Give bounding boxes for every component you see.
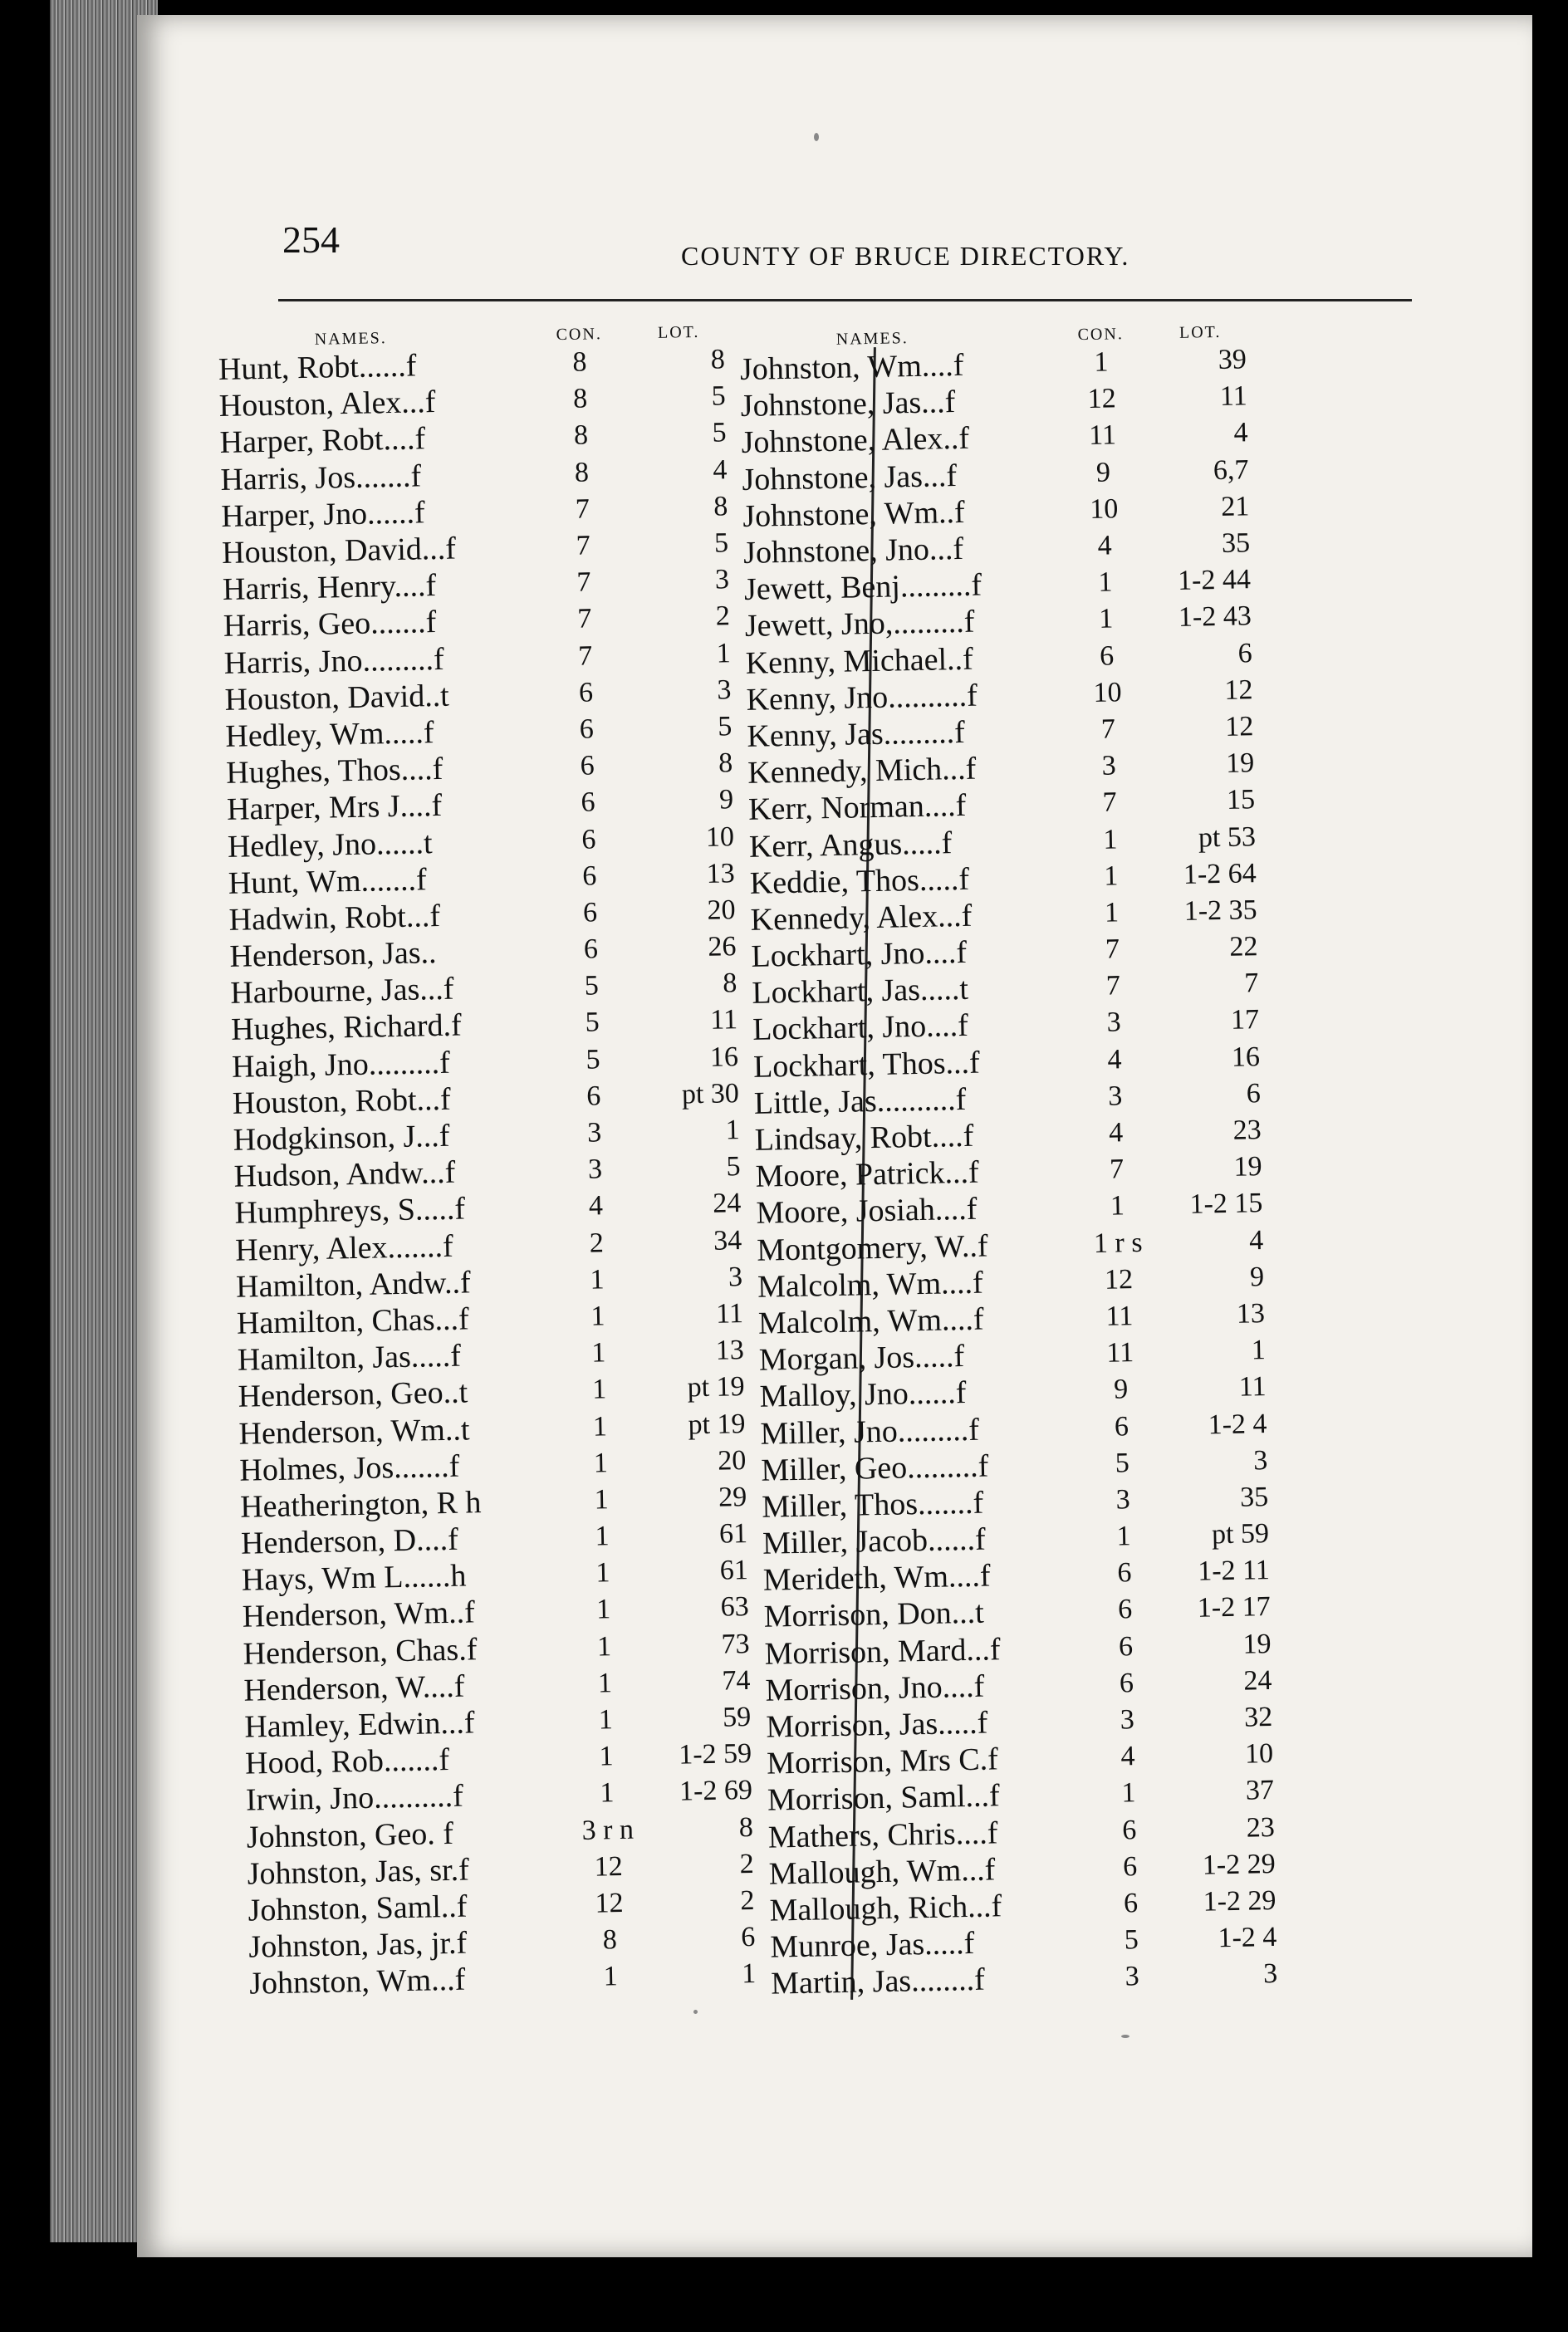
entry-lot: 37 xyxy=(1245,1775,1275,1807)
entry-con: 6 xyxy=(1099,640,1115,672)
entry-lot: 6,7 xyxy=(1213,453,1249,486)
entry-lot: 1 xyxy=(716,637,731,669)
entry-name: Lockhart, Jas.....t xyxy=(751,972,969,1012)
entry-name: Lockhart, Jno....f xyxy=(752,1008,969,1048)
entry-name: Humphreys, S.....f xyxy=(234,1191,466,1232)
entry-con: 4 xyxy=(1120,1741,1135,1772)
entry-name: Malloy, Jno......f xyxy=(759,1375,967,1415)
entry-lot: 13 xyxy=(1236,1298,1266,1330)
entry-con: 6 xyxy=(1121,1814,1137,1846)
page-title: COUNTY OF BRUCE DIRECTORY. xyxy=(681,241,1130,271)
entry-name: Henderson, W....f xyxy=(243,1668,465,1708)
entry-name: Harris, Henry....f xyxy=(222,568,437,608)
entry-lot: 11 xyxy=(715,1298,744,1330)
entry-lot: pt 30 xyxy=(681,1077,740,1110)
entry-con: 7 xyxy=(577,640,593,672)
entry-name: Johnstone, Jas...f xyxy=(740,385,956,424)
entry-con: 5 xyxy=(1115,1447,1130,1479)
entry-con: 1 xyxy=(590,1301,605,1332)
entry-name: Kerr, Norman....f xyxy=(747,788,967,828)
entry-lot: 3 xyxy=(728,1261,743,1293)
entry-name: Hunt, Robt......f xyxy=(218,348,417,388)
entry-con: 9 xyxy=(1095,457,1111,488)
entry-lot: 4 xyxy=(1248,1224,1264,1257)
entry-lot: 9 xyxy=(1249,1261,1265,1293)
entry-lot: 19 xyxy=(1233,1151,1262,1183)
entry-lot: 1-2 35 xyxy=(1183,894,1257,927)
entry-con: 5 xyxy=(584,970,600,1002)
entry-con: 8 xyxy=(602,1924,618,1956)
entry-con: 1 r s xyxy=(1093,1227,1143,1259)
entry-con: 1 xyxy=(603,1961,619,1992)
entry-name: Montgomery, W..f xyxy=(756,1228,988,1268)
entry-con: 7 xyxy=(1102,786,1117,819)
entry-name: Kenny, Michael..f xyxy=(745,641,974,681)
entry-con: 1 xyxy=(593,1447,609,1479)
entry-lot: 11 xyxy=(1238,1371,1267,1404)
entry-lot: 11 xyxy=(710,1004,738,1036)
entry-name: Harper, Robt....f xyxy=(219,421,426,461)
names-header: NAMES. xyxy=(835,329,909,349)
entry-lot: 8 xyxy=(710,344,726,375)
entry-con: 6 xyxy=(1118,1630,1134,1663)
entry-con: 12 xyxy=(1104,1263,1134,1296)
entry-lot: pt 19 xyxy=(687,1371,745,1404)
entry-con: 12 xyxy=(595,1887,624,1919)
entry-lot: pt 53 xyxy=(1198,821,1257,854)
entry-con: 12 xyxy=(594,1850,624,1883)
entry-con: 1 xyxy=(1110,1190,1125,1222)
entry-lot: 5 xyxy=(726,1151,741,1183)
entry-lot: 1-2 69 xyxy=(679,1775,753,1808)
entry-con: 6 xyxy=(1117,1594,1133,1625)
entry-name: Henderson, Wm..t xyxy=(238,1411,470,1452)
entry-name: Miller, Jacob......f xyxy=(762,1521,987,1561)
con-header: CON. xyxy=(556,325,603,345)
entry-lot: 8 xyxy=(722,968,737,999)
entry-name: Hudson, Andw...f xyxy=(233,1154,456,1195)
entry-name: Hamilton, Jas.....f xyxy=(237,1338,462,1378)
entry-con: 1 xyxy=(1121,1777,1136,1809)
entry-lot: 3 xyxy=(714,564,730,595)
entry-name: Hamilton, Chas...f xyxy=(236,1301,470,1341)
entry-name: Hamilton, Andw..f xyxy=(235,1265,472,1305)
names-header: NAMES. xyxy=(314,329,387,349)
entry-name: Johnston, Jas, jr.f xyxy=(248,1925,468,1965)
entry-lot: 39 xyxy=(1218,344,1247,376)
entry-con: 7 xyxy=(576,603,592,635)
entry-name: Kenny, Jno..........f xyxy=(746,678,978,718)
entry-name: Johnstone, Wm..f xyxy=(742,494,966,534)
entry-name: Malcolm, Wm....f xyxy=(757,1301,984,1341)
entry-con: 4 xyxy=(588,1190,604,1222)
paper-speck xyxy=(814,133,819,141)
entry-con: 2 xyxy=(589,1227,605,1259)
entry-con: 7 xyxy=(1105,933,1120,965)
lot-header: LOT. xyxy=(657,322,700,342)
entry-lot: 20 xyxy=(707,894,736,926)
right-column xyxy=(739,318,1286,2002)
entry-con: 5 xyxy=(1124,1924,1139,1956)
entry-lot: 24 xyxy=(713,1188,742,1220)
entry-lot: 12 xyxy=(1224,674,1253,706)
entry-name: Miller, Thos.......f xyxy=(761,1485,984,1525)
entry-con: 12 xyxy=(1087,383,1117,415)
entry-name: Houston, Robt...f xyxy=(232,1081,452,1121)
entry-name: Houston, Alex...f xyxy=(218,385,436,424)
entry-lot: 23 xyxy=(1232,1115,1262,1146)
entry-lot: 9 xyxy=(718,784,734,816)
entry-con: 6 xyxy=(586,1080,601,1112)
entry-con: 10 xyxy=(1093,677,1122,708)
entry-lot: 19 xyxy=(1225,747,1255,779)
entry-name: Heatherington, R h xyxy=(239,1485,482,1525)
entry-name: Kennedy, Alex...f xyxy=(750,898,973,938)
entry-name: Munroe, Jas.....f xyxy=(770,1926,975,1965)
entry-con: 1 xyxy=(595,1594,611,1625)
entry-name: Morrison, Saml...f xyxy=(767,1778,1001,1819)
entry-name: Kenny, Jas.........f xyxy=(747,714,966,754)
entry-lot: pt 19 xyxy=(688,1408,746,1440)
entry-name: Lockhart, Jno....f xyxy=(751,934,968,974)
entry-name: Johnston, Wm....f xyxy=(739,347,964,388)
entry-lot: 1-2 64 xyxy=(1183,857,1257,890)
entry-name: Johnstone, Jno...f xyxy=(742,531,964,571)
entry-lot: 6 xyxy=(1246,1077,1262,1110)
entry-lot: 6 xyxy=(740,1922,756,1953)
entry-name: Irwin, Jno..........f xyxy=(245,1779,464,1819)
left-column xyxy=(218,318,765,2002)
entry-con: 1 xyxy=(590,1337,606,1369)
entry-con: 11 xyxy=(1088,419,1117,452)
entry-name: Harbourne, Jas...f xyxy=(229,971,454,1012)
entry-lot: 2 xyxy=(739,1848,754,1880)
entry-con: 1 xyxy=(595,1557,610,1589)
entry-lot: 20 xyxy=(717,1444,747,1477)
entry-name: Hadwin, Robt...f xyxy=(228,898,441,938)
entry-name: Johnston, Saml..f xyxy=(247,1889,468,1928)
entry-con: 3 xyxy=(1125,1961,1140,1992)
entry-name: Henderson, Chas.f xyxy=(243,1631,478,1672)
entry-name: Mathers, Chris....f xyxy=(767,1815,998,1855)
entry-con: 9 xyxy=(1113,1374,1129,1405)
entry-name: Houston, David...f xyxy=(221,531,457,571)
entry-name: Mallough, Rich...f xyxy=(769,1889,1002,1928)
entry-name: Haigh, Jno.........f xyxy=(231,1045,451,1085)
entry-con: 4 xyxy=(1108,1117,1124,1149)
entry-name: Morrison, Mard...f xyxy=(764,1631,1001,1672)
entry-lot: 1-2 43 xyxy=(1178,600,1252,634)
entry-lot: 59 xyxy=(722,1702,752,1733)
entry-con: 1 xyxy=(1103,823,1118,855)
entry-name: Morgan, Jos.....f xyxy=(758,1339,965,1378)
entry-name: Holmes, Jos.......f xyxy=(239,1448,460,1488)
entry-lot: 5 xyxy=(712,417,727,449)
entry-lot: 1-2 29 xyxy=(1203,1884,1276,1918)
entry-lot: 74 xyxy=(722,1664,751,1697)
entry-lot: 10 xyxy=(705,821,735,853)
entry-con: 6 xyxy=(1122,1850,1138,1883)
entry-con: 3 xyxy=(1120,1704,1135,1736)
entry-name: Morrison, Mrs C.f xyxy=(766,1742,999,1781)
entry-con: 6 xyxy=(581,860,597,892)
entry-con: 6 xyxy=(1114,1410,1129,1443)
entry-con: 8 xyxy=(573,419,589,452)
entry-name: Morrison, Jno....f xyxy=(765,1668,985,1708)
entry-name: Miller, Jno.........f xyxy=(760,1412,980,1452)
entry-name: Martin, Jas........f xyxy=(770,1962,986,2001)
entry-lot: 61 xyxy=(718,1518,748,1550)
entry-lot: 2 xyxy=(740,1884,755,1917)
entry-con: 1 xyxy=(597,1668,613,1699)
entry-con: 1 xyxy=(1116,1521,1131,1552)
entry-name: Hays, Wm L......h xyxy=(241,1558,467,1598)
entry-con: 3 r n xyxy=(581,1814,635,1846)
entry-con: 7 xyxy=(576,566,591,598)
entry-con: 6 xyxy=(1117,1557,1132,1589)
entry-lot: 2 xyxy=(715,600,731,632)
entry-lot: 1-2 11 xyxy=(1197,1555,1271,1587)
entry-con: 3 xyxy=(586,1117,602,1149)
entry-con: 8 xyxy=(572,346,587,378)
entry-lot: 15 xyxy=(1226,784,1256,816)
entry-con: 5 xyxy=(586,1043,600,1075)
entry-con: 1 xyxy=(594,1484,610,1516)
entry-con: 1 xyxy=(599,1741,614,1772)
entry-name: Johnston, Jas, sr.f xyxy=(247,1852,470,1892)
left-entry-list xyxy=(218,341,765,2002)
entry-lot: 12 xyxy=(1224,711,1254,742)
entry-con: 1 xyxy=(1103,860,1119,892)
entry-con: 7 xyxy=(1109,1154,1125,1185)
entry-name: Harris, Jos.......f xyxy=(220,458,422,497)
entry-lot: 1 xyxy=(1251,1335,1267,1366)
entry-lot: 1-2 4 xyxy=(1208,1408,1267,1440)
entry-name: Moore, Josiah....f xyxy=(756,1192,978,1232)
entry-name: Merideth, Wm....f xyxy=(762,1558,991,1598)
entry-lot: 17 xyxy=(1230,1004,1260,1036)
entry-name: Hodgkinson, J...f xyxy=(233,1118,450,1158)
entry-con: 3 xyxy=(1107,1080,1123,1112)
entry-con: 7 xyxy=(1105,970,1121,1002)
entry-lot: 1 xyxy=(725,1115,741,1146)
entry-lot: 35 xyxy=(1239,1481,1269,1513)
entry-lot: 1-2 44 xyxy=(1177,564,1252,597)
entry-lot: 24 xyxy=(1243,1664,1272,1697)
entry-con: 8 xyxy=(572,383,588,415)
entry-name: Hughes, Richard.f xyxy=(230,1007,463,1048)
entry-name: Morrison, Jas.....f xyxy=(765,1705,988,1745)
entry-lot: 63 xyxy=(720,1591,750,1624)
entry-lot: 4 xyxy=(713,453,728,486)
con-header: CON. xyxy=(1077,325,1125,345)
entry-lot: 1-2 15 xyxy=(1189,1188,1263,1221)
entry-lot: 10 xyxy=(1244,1738,1274,1770)
entry-lot: 1 xyxy=(741,1958,757,1990)
entry-con: 1 xyxy=(1098,603,1114,635)
entry-con: 6 xyxy=(1123,1888,1139,1919)
entry-con: 1 xyxy=(1094,346,1109,378)
entry-lot: 1-2 4 xyxy=(1218,1922,1277,1954)
entry-name: Mallough, Wm...f xyxy=(768,1852,996,1892)
page-number: 254 xyxy=(282,218,340,261)
right-entry-list xyxy=(740,341,1286,2002)
entry-lot: 73 xyxy=(721,1628,750,1660)
entry-lot: 23 xyxy=(1246,1811,1276,1844)
entry-lot: 29 xyxy=(718,1481,747,1513)
entry-lot: 21 xyxy=(1220,491,1250,522)
entry-con: 11 xyxy=(1105,1301,1134,1332)
entry-name: Henderson, D....f xyxy=(240,1521,459,1561)
entry-lot: 16 xyxy=(1231,1041,1261,1073)
entry-name: Hedley, Jno......t xyxy=(227,825,433,865)
entry-lot: 35 xyxy=(1221,527,1251,559)
entry-name: Harris, Jno.........f xyxy=(223,641,445,681)
entry-con: 1 xyxy=(590,1264,605,1296)
entry-name: Lockhart, Thos...f xyxy=(752,1045,981,1085)
entry-name: Henderson, Geo..t xyxy=(238,1374,468,1415)
entry-lot: 1-2 29 xyxy=(1202,1848,1276,1881)
entry-con: 4 xyxy=(1097,530,1112,561)
entry-name: Lindsay, Robt....f xyxy=(754,1118,974,1158)
entry-lot: 4 xyxy=(1233,417,1248,449)
entry-name: Harper, Jno......f xyxy=(220,495,426,534)
header-rule xyxy=(278,299,1412,301)
entry-con: 7 xyxy=(575,493,590,525)
entry-lot: 22 xyxy=(1229,931,1258,963)
entry-name: Johnstone, Jas...f xyxy=(742,458,958,497)
entry-name: Hughes, Thos....f xyxy=(225,752,443,791)
entry-con: 3 xyxy=(1101,750,1117,781)
entry-lot: 16 xyxy=(709,1041,739,1073)
entry-con: 6 xyxy=(580,750,595,781)
entry-con: 1 xyxy=(1098,566,1113,598)
entry-con: 1 xyxy=(1104,897,1120,928)
entry-name: Henry, Alex.......f xyxy=(234,1228,454,1268)
entry-name: Jewett, Jno,.........f xyxy=(744,605,975,644)
entry-lot: 1-2 17 xyxy=(1197,1591,1272,1624)
entry-lot: 13 xyxy=(715,1335,745,1366)
entry-lot: 1-2 59 xyxy=(678,1738,752,1771)
entry-name: Johnstone, Alex..f xyxy=(741,421,970,461)
entry-lot: 19 xyxy=(1242,1628,1272,1660)
entry-con: 8 xyxy=(574,457,590,488)
entry-con: 7 xyxy=(576,530,590,561)
entry-con: 11 xyxy=(1106,1337,1134,1369)
entry-name: Hunt, Wm.......f xyxy=(228,862,428,901)
entry-name: Morrison, Don...t xyxy=(763,1595,985,1635)
entry-name: Johnston, Wm...f xyxy=(248,1962,466,2001)
entry-con: 3 xyxy=(1115,1484,1131,1516)
entry-lot: 5 xyxy=(711,380,727,412)
entry-name: Johnston, Geo. f xyxy=(246,1815,454,1855)
paper-speck xyxy=(693,2010,698,2014)
entry-name: Kennedy, Mich...f xyxy=(747,751,977,791)
entry-name: Little, Jas..........f xyxy=(753,1081,967,1121)
entry-con: 10 xyxy=(1089,493,1119,525)
entry-con: 6 xyxy=(583,933,599,965)
entry-name: Houston, David..t xyxy=(224,678,450,718)
entry-name: Hedley, Wm.....f xyxy=(225,715,434,754)
entry-name: Hood, Rob.......f xyxy=(244,1742,450,1781)
entry-lot: 11 xyxy=(1219,380,1248,413)
entry-lot: 3 xyxy=(1262,1958,1278,1990)
entry-name: Kerr, Angus.....f xyxy=(748,825,953,865)
entry-con: 7 xyxy=(1100,713,1116,745)
entry-name: Keddie, Thos.....f xyxy=(749,861,970,901)
entry-lot: 3 xyxy=(1252,1444,1268,1477)
paper-speck xyxy=(1121,2035,1129,2038)
lot-header: LOT. xyxy=(1178,322,1222,342)
entry-con: 6 xyxy=(582,897,598,928)
entry-lot: 13 xyxy=(706,857,736,889)
entry-lot: 32 xyxy=(1243,1702,1273,1733)
entry-name: Harris, Geo.......f xyxy=(223,605,437,644)
entry-con: 6 xyxy=(1119,1668,1134,1699)
entry-con: 1 xyxy=(598,1704,614,1736)
entry-lot: 5 xyxy=(717,711,733,742)
entry-con: 6 xyxy=(578,677,594,708)
entry-con: 1 xyxy=(592,1410,608,1443)
entry-name: Harper, Mrs J....f xyxy=(226,788,443,828)
entry-name: Henderson, Wm..f xyxy=(242,1595,476,1635)
entry-name: Henderson, Jas.. xyxy=(229,935,437,974)
entry-con: 1 xyxy=(591,1374,607,1405)
entry-lot: 3 xyxy=(717,674,732,706)
entry-lot: 8 xyxy=(738,1811,754,1843)
entry-name: Moore, Patrick...f xyxy=(755,1154,980,1195)
entry-lot: 8 xyxy=(713,491,728,522)
entry-con: 6 xyxy=(581,823,596,855)
entry-name: Hamley, Edwin...f xyxy=(243,1705,475,1745)
entry-lot: 6 xyxy=(1237,637,1252,669)
entry-lot: 5 xyxy=(713,527,729,559)
entry-lot: pt 59 xyxy=(1211,1518,1270,1551)
entry-con: 6 xyxy=(581,786,595,819)
entry-con: 3 xyxy=(1106,1007,1121,1039)
entry-name: Miller, Geo.........f xyxy=(761,1448,989,1488)
entry-lot: 26 xyxy=(708,931,737,963)
entry-name: Jewett, Benj.........f xyxy=(743,567,982,608)
entry-con: 4 xyxy=(1107,1043,1122,1075)
entry-lot: 8 xyxy=(718,747,733,779)
entry-con: 5 xyxy=(585,1007,600,1039)
entry-con: 1 xyxy=(600,1777,615,1809)
entry-lot: 61 xyxy=(719,1555,749,1586)
entry-con: 1 xyxy=(595,1521,610,1552)
entry-lot: 34 xyxy=(713,1224,742,1257)
entry-con: 1 xyxy=(596,1630,612,1663)
entry-con: 6 xyxy=(579,713,595,745)
entry-con: 3 xyxy=(587,1154,603,1185)
entry-name: Malcolm, Wm....f xyxy=(757,1265,984,1305)
entry-lot: 7 xyxy=(1243,968,1259,999)
